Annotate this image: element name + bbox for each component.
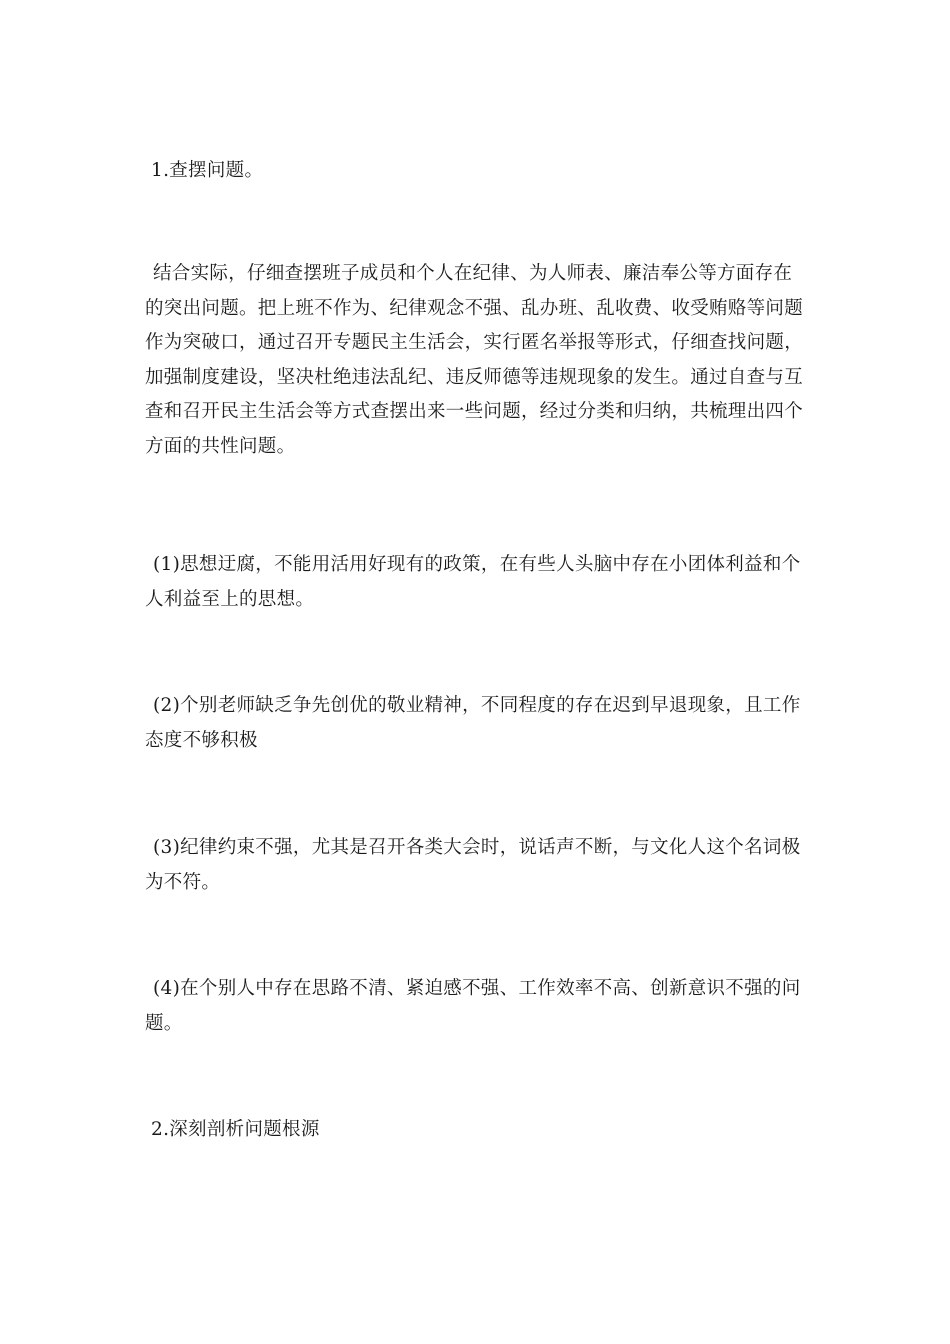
problem-item-2: (2)个别老师缺乏争先创优的敬业精神，不同程度的存在迟到早退现象，且工作态度不够积极 [145, 695, 801, 751]
intro-paragraph: 结合实际，仔细查摆班子成员和个人在纪律、为人师表、廉洁奉公等方面存在的突出问题。把上班不作为、纪律观念不强、乱办班、乱收费、收受贿赂等问题作为突破口，通过召开专题民主生活会，实行匿名举报等形式，仔细查找问题，加强制度建设，坚决杜绝违法乱纪、违反师德等违规现象的发生。通过自查与互查和召开民主生活会等方式查摆出来一些问题，经过分类和归纳，共梳理出四个方面的共性问题。 [145, 263, 804, 457]
section-1-heading: 1.查摆问题。 [151, 160, 264, 181]
problem-item-3: (3)纪律约束不强，尤其是召开各类大会时，说话声不断，与文化人这个名词极为不符。 [145, 837, 801, 893]
section-2-heading: 2.深刻剖析问题根源 [151, 1119, 320, 1140]
problem-item-1: (1)思想迂腐，不能用活用好现有的政策，在有些人头脑中存在小团体利益和个人利益至上的思想。 [145, 554, 801, 610]
problem-item-4: (4)在个别人中存在思路不清、紧迫感不强、工作效率不高、创新意识不强的问题。 [145, 978, 801, 1034]
